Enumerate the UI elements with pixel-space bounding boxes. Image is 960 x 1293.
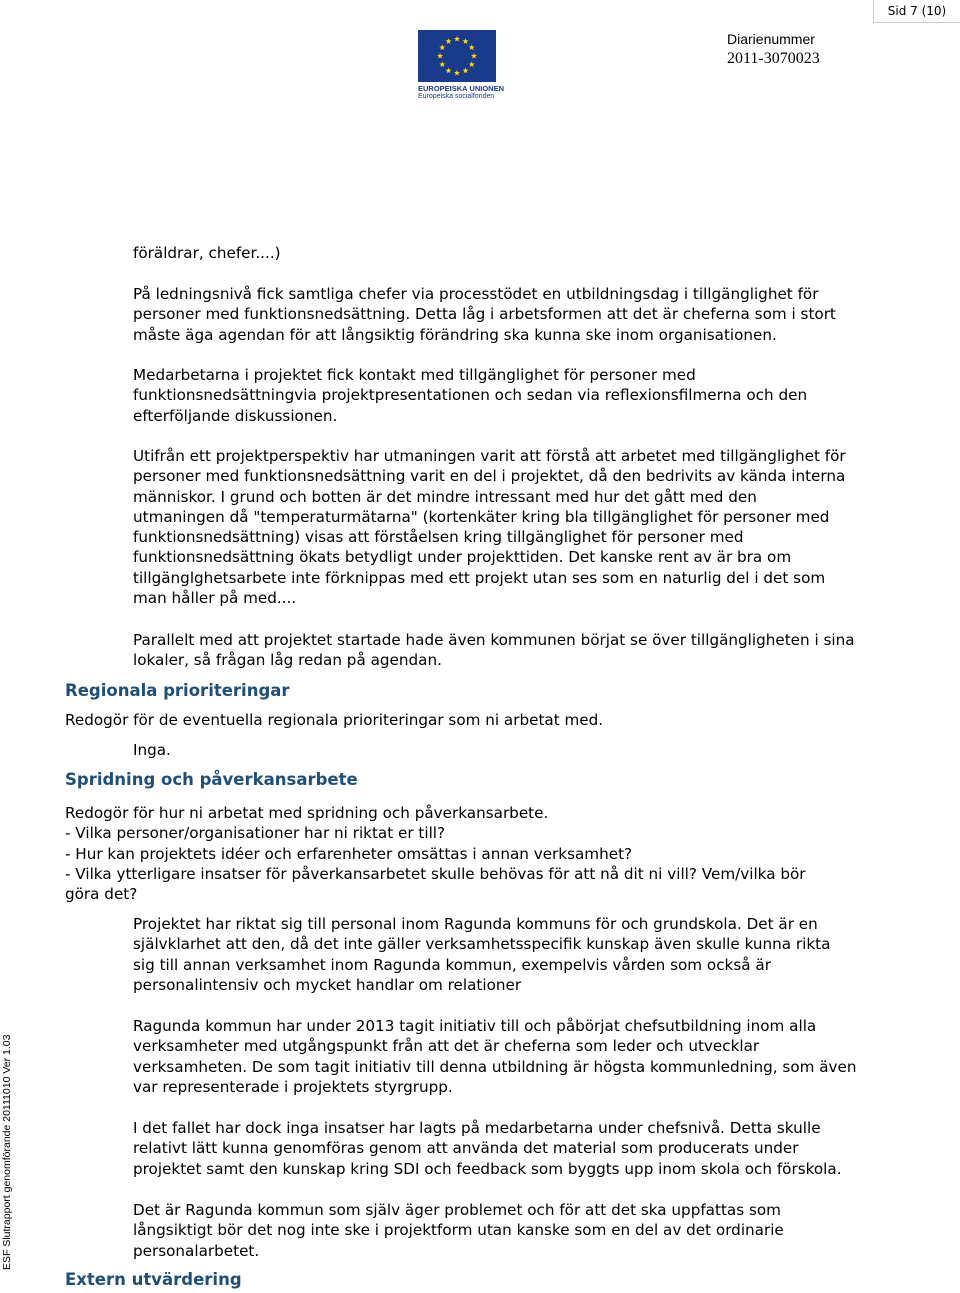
eu-logo (418, 30, 504, 101)
text-line: utmaningen då "temperaturmätarna" (kortenkäter kring bla tillgänglighet för personer med (133, 507, 830, 526)
regional-question (65, 710, 603, 730)
text-line: personalintensiv och mycket handlar om relationer (133, 975, 522, 994)
text-line: verksamheten. De som tagit initiativ till denna utbildning är högsta kommunledning, som även (133, 1057, 857, 1076)
paragraph-1 (133, 243, 281, 263)
text-line: människor. I grund och botten är det mindre intressant med hur det gått med den (133, 487, 757, 506)
text-line: I det fallet har dock inga insatser har lagts på medarbetarna under chefsnivå. Detta skulle (133, 1119, 821, 1137)
text-line: personer med funktionsnedsättning varit en del i projektet, då den bedrivits av kända interna (133, 467, 846, 486)
text-line: - Vilka personer/organisationer har ni riktat er till? (65, 824, 446, 843)
eu-logo-line1: EUROPEISKA UNIONEN (418, 84, 504, 93)
paragraph-3 (133, 365, 807, 426)
text-line: funktionsnedsättning) visas att förståelsen kring tillgänglighet för personer med (133, 528, 744, 547)
heading-extern-utvardering: Extern utvärdering (65, 1270, 242, 1289)
text-line: föräldrar, chefer....) (133, 244, 281, 262)
paragraph-5 (133, 630, 855, 671)
text-line: Inga. (133, 741, 171, 759)
text-line: lokaler, så frågan låg redan på agendan. (133, 651, 442, 670)
spridning-questions (65, 803, 806, 904)
text-line: relativt lätt kunna genomföras genom att använda det material som producerats under (133, 1139, 799, 1158)
text-line: funktionsnedsättning ökats betydligt under projekttiden. Det kanske rent av är bra om (133, 548, 792, 567)
text-line: efterföljande diskussionen. (133, 406, 338, 425)
text-line: Redogör för hur ni arbetat med spridning och påverkansarbete. (65, 804, 549, 822)
text-line: verksamheter med utgångspunkt från att det är cheferna som leder och utvecklar (133, 1037, 760, 1056)
text-line: Ragunda kommun har under 2013 tagit initiativ till och påbörjat chefsutbildning inom alla (133, 1017, 817, 1035)
page-number: Sid 7 (10) (873, 0, 960, 23)
paragraph-4 (133, 446, 846, 608)
text-line: Parallelt med att projektet startade hade även kommunen börjat se över tillgängligheten i sina (133, 631, 855, 649)
text-line: - Vilka ytterligare insatser för påverkansarbetet skulle behövas för att nå dit ni vill? Vem/vilka bör (65, 864, 806, 883)
text-line: långsiktigt bör det nog inte ske i projektform utan kanske som en del av det ordinarie (133, 1221, 784, 1240)
text-line: Redogör för de eventuella regionala prioriteringar som ni arbetat med. (65, 711, 604, 729)
heading-regionala-prioriteringar: Regionala prioriteringar (65, 681, 290, 700)
text-line: Medarbetarna i projektet fick kontakt med tillgänglighet för personer med (133, 366, 696, 384)
text-line: Det är Ragunda kommun som själv äger problemet och för att det ska uppfattas som (133, 1201, 781, 1219)
text-line: personalarbetet. (133, 1241, 260, 1260)
text-line: personer med funktionsnedsättning. Detta låg i arbetsformen att det är cheferna som i stort (133, 305, 836, 324)
eu-flag-icon (418, 30, 496, 82)
paragraph-7 (133, 1016, 857, 1097)
diary-label: Diarienummer (727, 31, 815, 47)
text-line: var representerade i projektets styrgrupp. (133, 1077, 453, 1096)
text-line: funktionsnedsättningvia projektpresentationen och sedan via reflexionsfilmerna och den (133, 386, 808, 405)
heading-spridning: Spridning och påverkansarbete (65, 770, 358, 789)
text-line: Projektet har riktat sig till personal inom Ragunda kommuns för och grundskola. Det är en (133, 915, 818, 933)
text-line: göra det? (65, 885, 138, 904)
text-line: måste äga agendan för att långsiktig förändring ska kunna ske inom organisationen. (133, 325, 777, 344)
paragraph-9 (133, 1200, 784, 1261)
text-line: sig till annan verksamhet inom Ragunda kommun, exempelvis vården som också är (133, 955, 771, 974)
side-version-text: ESF Slutrapport genomförande 20111010 Ver 1.03 (1, 1034, 13, 1270)
paragraph-2 (133, 284, 836, 345)
diary-number: 2011-3070023 (727, 50, 820, 67)
text-line: - Hur kan projektets idéer och erfarenheter omsättas i annan verksamhet? (65, 844, 633, 863)
regional-answer (133, 740, 171, 760)
text-line: tillgänglghetsarbete inte förknippas med ett projekt utan ses som en naturlig del i det som (133, 568, 826, 587)
paragraph-6 (133, 914, 830, 995)
text-line: På ledningsnivå fick samtliga chefer via processtödet en utbildningsdag i tillgänglighet för (133, 285, 819, 303)
eu-logo-line2: Europeiska socialfonden (418, 93, 495, 100)
text-line: projektet samt den kunskap kring SDI och feedback som byggts upp inom skola och förskola. (133, 1159, 842, 1178)
paragraph-8 (133, 1118, 842, 1179)
text-line: Utifrån ett projektperspektiv har utmaningen varit att förstå att arbetet med tillgänglighet för (133, 447, 846, 465)
text-line: man håller på med.... (133, 589, 297, 608)
text-line: självklarhet att den, då det inte gäller verksamhetsspecifik kunskap även skulle kunna rikta (133, 935, 831, 954)
